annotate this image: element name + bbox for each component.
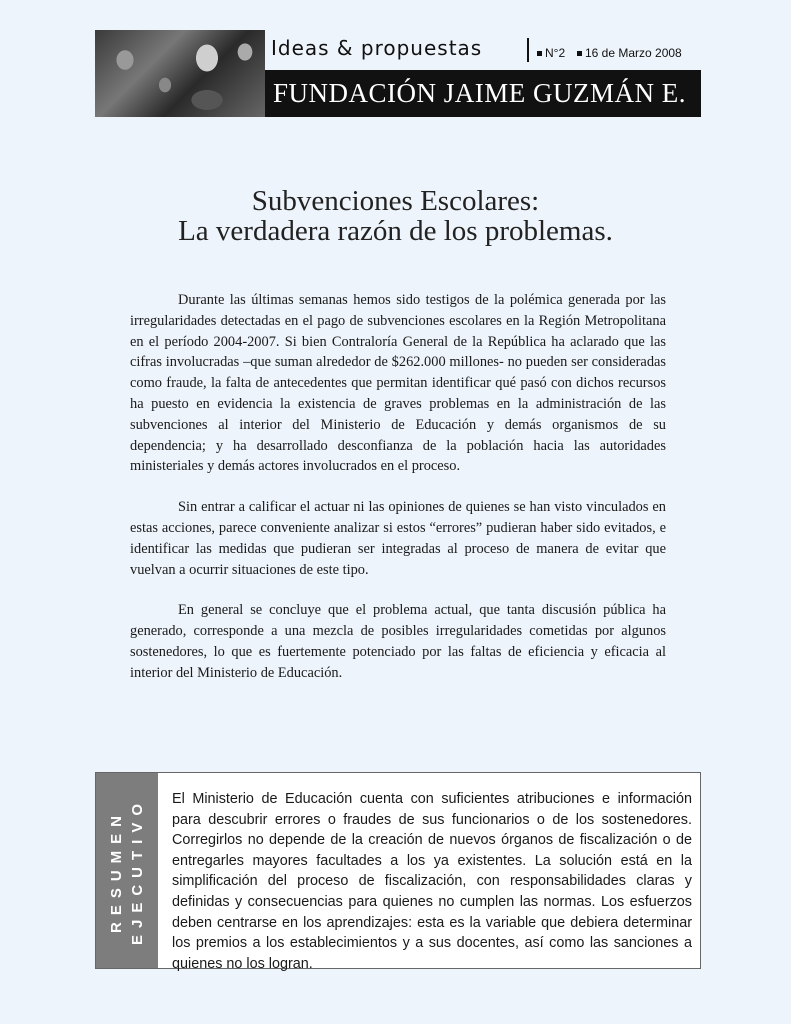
bullet-square-icon [537,51,542,56]
title-line-2: La verdadera razón de los problemas. [178,215,613,247]
executive-summary-text: El Ministerio de Educación cuenta con suficientes atribuciones e información para descubrir errores o fraudes de sus funcionarios o de los sostenedores. Corregirlos no depende de la creación de nuevos órganos de fiscalización o de entregarles mayores facultades a los ya existentes. La solución está en la simplificación del proceso de fiscalización, con responsabilidades claras y definidas y consecuencias para quienes no cumplen las normas. Los esfuerzos deben centrarse en los aprendizajes: esta es la variable que debiera determinar los premios a los establecimientos y a sus docentes, así como las sanciones a quienes no los logran. [172,791,692,972]
body-text [130,290,666,704]
paragraph-2: Sin entrar a calificar el actuar ni las opiniones de quienes se han visto vinculados en estas acciones, parece conveniente analizar si estos “errores” pudieran haber sido evitados, e identificar las medidas que pudieran ser integradas al proceso de manera de evitar que vuelvan a ocurrir situaciones de este tipo. [130,499,666,578]
executive-summary-tab [96,773,158,968]
organization-bar [265,70,701,117]
bullet-square-icon [577,51,582,56]
series-name: Ideas & propuestas [271,36,483,60]
title-line-1: Subvenciones Escolares: [251,185,540,217]
executive-summary-box [95,772,701,972]
organization-name: FUNDACIÓN JAIME GUZMÁN E. [273,78,686,108]
issue-date-text: 16 de Marzo 2008 [585,46,682,60]
executive-summary-label [106,796,148,944]
header-divider [527,38,529,62]
issue-number [537,46,565,60]
summary-label-line-1: RESUMEN [108,808,125,933]
summary-label-line-2: EJECUTIVO [129,796,146,945]
paragraph-3: En general se concluye que el problema actual, que tanta discusión pública ha generado, corresponde a una mezcla de posibles irregularidades cometidas por algunos sostenedores, lo que es fuertemente potenciado por las faltas de eficiencia y eficacia al interior del Ministerio de Educación. [130,602,666,681]
document-title [0,186,791,246]
issue-date [577,46,682,60]
series-title-row [265,30,701,64]
newsletter-header [95,30,701,117]
paragraph-1: Durante las últimas semanas hemos sido testigos de la polémica generada por las irregularidades detectadas en el pago de subvenciones escolares en la Región Metropolitana en el período 2004-2007. Si bien Contraloría General de la República ha aclarado que las cifras involucradas –que suman alrededor de $262.000 millones- no pueden ser consideradas como fraude, la falta de antecedentes que permitan identificar qué pasó con dichos recursos ha puesto en evidencia la existencia de graves problemas en la administración de las subvenciones al interior del Ministerio de Educación y demás organismos de su dependencia; y ha desarrollado desconfianza de la población hacia las autoridades ministeriales y demás actores involucrados en el proceso. [130,292,666,475]
header-photo [95,30,265,117]
issue-number-text: N°2 [545,46,566,60]
